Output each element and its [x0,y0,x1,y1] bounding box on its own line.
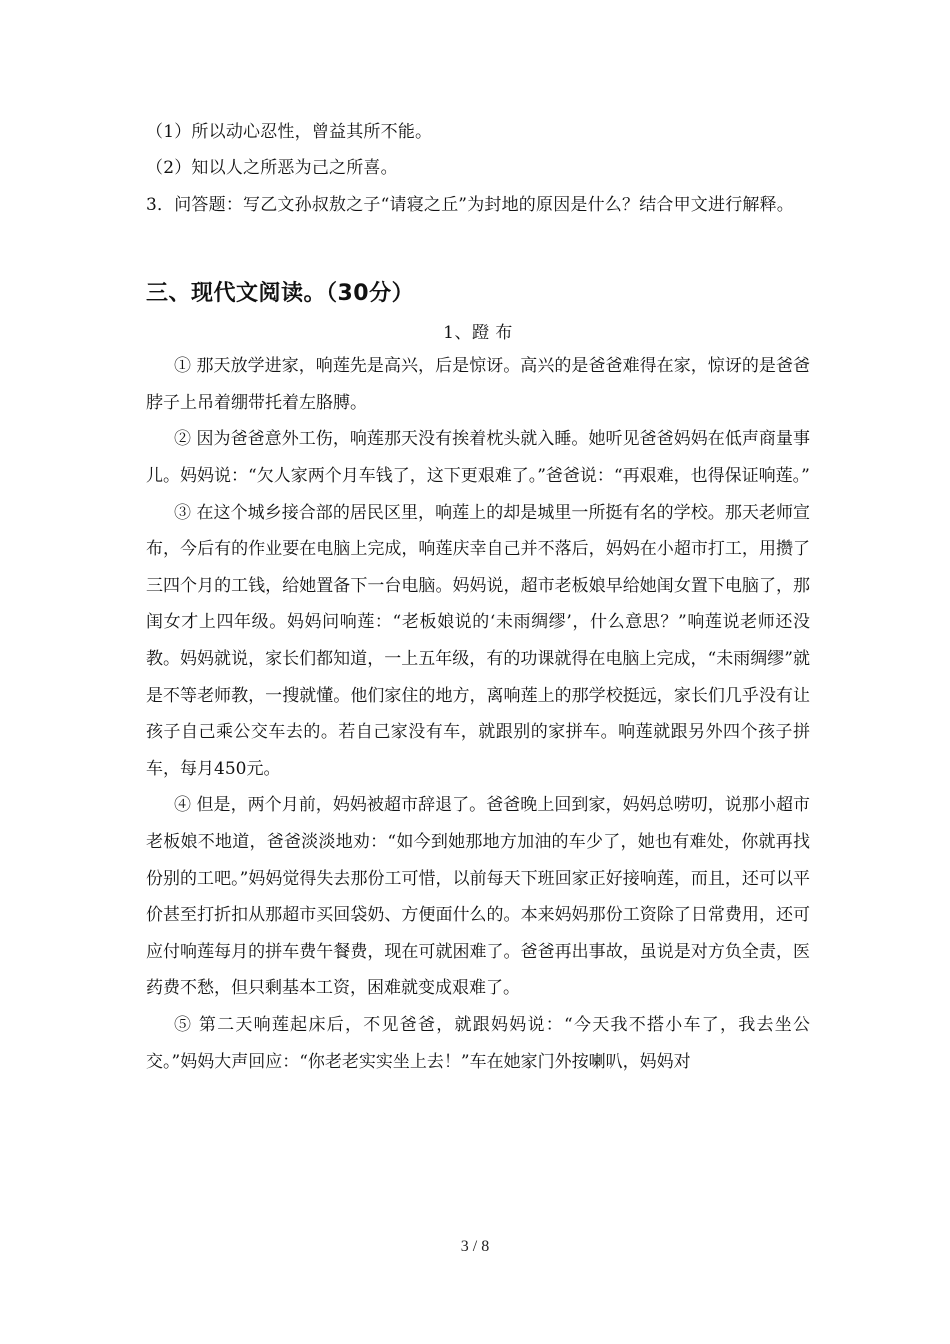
paragraph-2: ② 因为爸爸意外工伤，响莲那天没有挨着枕头就入睡。她听见爸爸妈妈在低声商量事儿。妈妈说：“欠人家两个月车钱了，这下更艰难了。”爸爸说：“再艰难，也得保证响莲。” [146,429,810,486]
paragraph-3: ③ 在这个城乡接合部的居民区里，响莲上的却是城里一所挺有名的学校。那天老师宣布，今后有的作业要在电脑上完成，响莲庆幸自己并不落后，妈妈在小超市打工，用攒了三四个月的工钱，给她置备下一台电脑。妈妈说，超市老板娘早给她闺女置下电脑了，那闺女才上四年级。妈妈问响莲：“老板娘说的‘未雨绸缪’，什么意思？”响莲说老师还没教。妈妈就说，家长们都知道，一上五年级，有的功课就得在电脑上完成，“未雨绸缪”就是不等老师教，一搜就懂。他们家住的地方，离响莲上的那学校挺远，家长们几乎没有让孩子自己乘公交车去的。若自己家没有车，就跟别的家拼车。响莲就跟另外四个孩子拼车，每月450元。 [146,502,810,779]
question-block [146,114,810,223]
question-item-2: （2）知以人之所恶为己之所喜。 [146,158,398,179]
paragraph-5: ⑤ 第二天响莲起床后，不见爸爸，就跟妈妈说：“今天我不搭小车了，我去坐公交。”妈妈大声回应：“你老老实实坐上去！”车在她家门外按喇叭，妈妈对 [146,1014,810,1072]
section-title: 三、现代文阅读。（30分） [146,281,415,307]
paragraph-1: ① 那天放学进家，响莲先是高兴，后是惊讶。高兴的是爸爸难得在家，惊讶的是爸爸脖子上吊着绷带托着左胳膊。 [146,356,810,413]
page-number: 3 / 8 [460,1238,490,1255]
paragraph-4: ④ 但是，两个月前，妈妈被超市辞退了。爸爸晚上回到家，妈妈总唠叨，说那小超市老板娘不地道，爸爸淡淡地劝：“如今到她那地方加油的车少了，她也有难处，你就再找份别的工吧。”妈妈觉得失去那份工可惜，以前每天下班回家正好接响莲，而且，还可以平价甚至打折扣从那超市买回袋奶、方便面什么的。本来妈妈那份工资除了日常费用，还可应付响莲每月的拼车费午餐费，现在可就困难了。爸爸再出事故，虽说是对方负全责，医药费不愁，但只剩基本工资，困难就变成艰难了。 [146,795,810,999]
passage-title: 1、蹬 布 [443,323,513,344]
passage-body [146,348,810,1080]
page-content [146,114,810,1080]
question-item-1: （1）所以动心忍性，曾益其所不能。 [146,122,433,142]
question-item-3: 3．问答题：写乙文孙叔敖之子“请寝之丘”为封地的原因是什么？结合甲文进行解释。 [146,194,794,215]
